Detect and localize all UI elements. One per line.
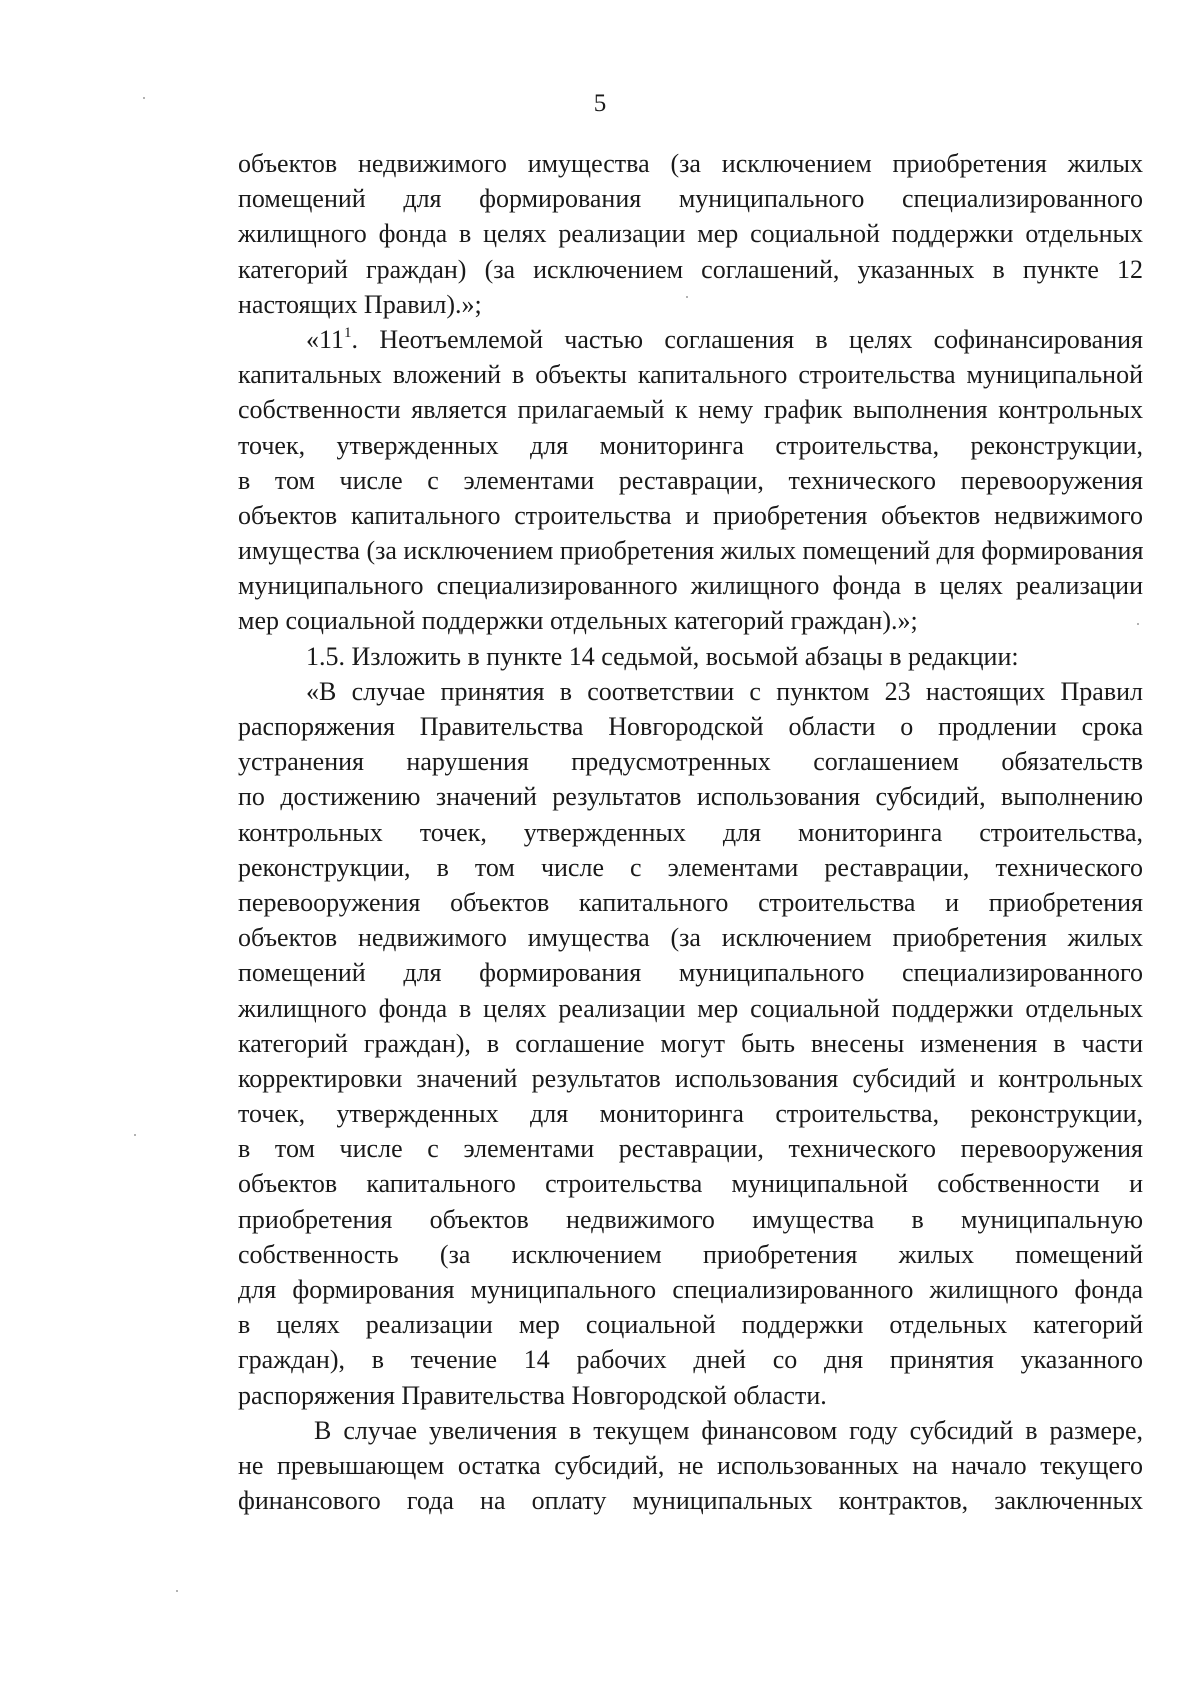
text-line: категорий граждан) (за исключением соглашений, указанных в пункте 12	[238, 254, 1143, 284]
text-line: категорий граждан), в соглашение могут быть внесены изменения в части	[238, 1028, 1143, 1058]
text-line: не превышающем остатка субсидий, не использованных на начало текущего	[238, 1450, 1143, 1480]
text-line: точек, утвержденных для мониторинга строительства, реконструкции,	[238, 1099, 1143, 1129]
text-line: помещений для формирования муниципального специализированного	[238, 958, 1143, 988]
text-line: устранения нарушения предусмотренных соглашением обязательств	[238, 747, 1143, 777]
text-line: распоряжения Правительства Новгородской области о продлении срока	[238, 712, 1143, 741]
text-line	[238, 322, 1143, 357]
text-line: в том числе с элементами реставрации, технического перевооружения	[238, 1134, 1143, 1164]
text-line: точек, утвержденных для мониторинга строительства, реконструкции,	[238, 430, 1143, 460]
page-number: 5	[593, 90, 607, 117]
text-line: настоящих Правил).»;	[238, 289, 482, 319]
text-line: капитальных вложений в объекты капитального строительства муниципальной	[238, 360, 1143, 390]
text-line: муниципального специализированного жилищного фонда в целях реализации	[238, 571, 1143, 601]
text-line: распоряжения Правительства Новгородской области.	[238, 1380, 827, 1410]
text-line: в целях реализации мер социальной поддержки отдельных категорий	[238, 1310, 1143, 1340]
clause-text: . Неотъемлемой частью соглашения в целях софинансирования	[351, 324, 1143, 354]
text-line: приобретения объектов недвижимого имущества в муниципальную	[238, 1204, 1143, 1234]
text-line: объектов капитального строительства муниципальной собственности и	[238, 1169, 1143, 1199]
text-line: перевооружения объектов капитального строительства и приобретения	[238, 887, 1143, 917]
text-line: финансового года на оплату муниципальных контрактов, заключенных	[238, 1486, 1143, 1516]
scan-speck	[1137, 623, 1139, 625]
text-line: для формирования муниципального специализированного жилищного фонда	[238, 1275, 1143, 1304]
text-line: жилищного фонда в целях реализации мер социальной поддержки отдельных	[238, 219, 1143, 249]
text-line: в том числе с элементами реставрации, технического перевооружения	[238, 465, 1143, 495]
clause-superscript: 1	[344, 324, 352, 341]
text-line: контрольных точек, утвержденных для мониторинга строительства,	[238, 817, 1143, 847]
text-line: граждан), в течение 14 рабочих дней со дня принятия указанного	[238, 1345, 1143, 1375]
text-line: «В случае принятия в соответствии с пунктом 23 настоящих Правил	[306, 676, 1143, 706]
scan-speck	[143, 97, 145, 99]
scan-speck	[176, 1590, 178, 1592]
text-line: объектов недвижимого имущества (за исключением приобретения жилых	[238, 149, 1143, 178]
text-line: В случае увеличения в текущем финансовом году субсидий в размере,	[314, 1415, 1143, 1445]
text-line: мер социальной поддержки отдельных категорий граждан).»;	[238, 606, 918, 636]
text-line: по достижению значений результатов использования субсидий, выполнению	[238, 782, 1143, 812]
text-line: собственность (за исключением приобретения жилых помещений	[238, 1239, 1143, 1269]
document-body	[238, 146, 1143, 1518]
scan-speck	[134, 1134, 136, 1136]
text-line: помещений для формирования муниципального специализированного	[238, 184, 1143, 214]
text-line: собственности является прилагаемый к нему график выполнения контрольных	[238, 395, 1143, 425]
text-line: объектов недвижимого имущества (за исключением приобретения жилых	[238, 923, 1143, 953]
text-line: объектов капитального строительства и приобретения объектов недвижимого	[238, 500, 1143, 530]
text-line: имущества (за исключением приобретения жилых помещений для формирования	[238, 536, 1144, 566]
text-line: реконструкции, в том числе с элементами реставрации, технического	[238, 852, 1143, 882]
text-line: корректировки значений результатов использования субсидий и контрольных	[238, 1063, 1143, 1093]
text-line: 1.5. Изложить в пункте 14 седьмой, восьмой абзацы в редакции:	[306, 641, 1019, 671]
text-line: жилищного фонда в целях реализации мер социальной поддержки отдельных	[238, 993, 1143, 1023]
scan-speck	[686, 296, 688, 298]
clause-number: «11	[306, 324, 345, 354]
